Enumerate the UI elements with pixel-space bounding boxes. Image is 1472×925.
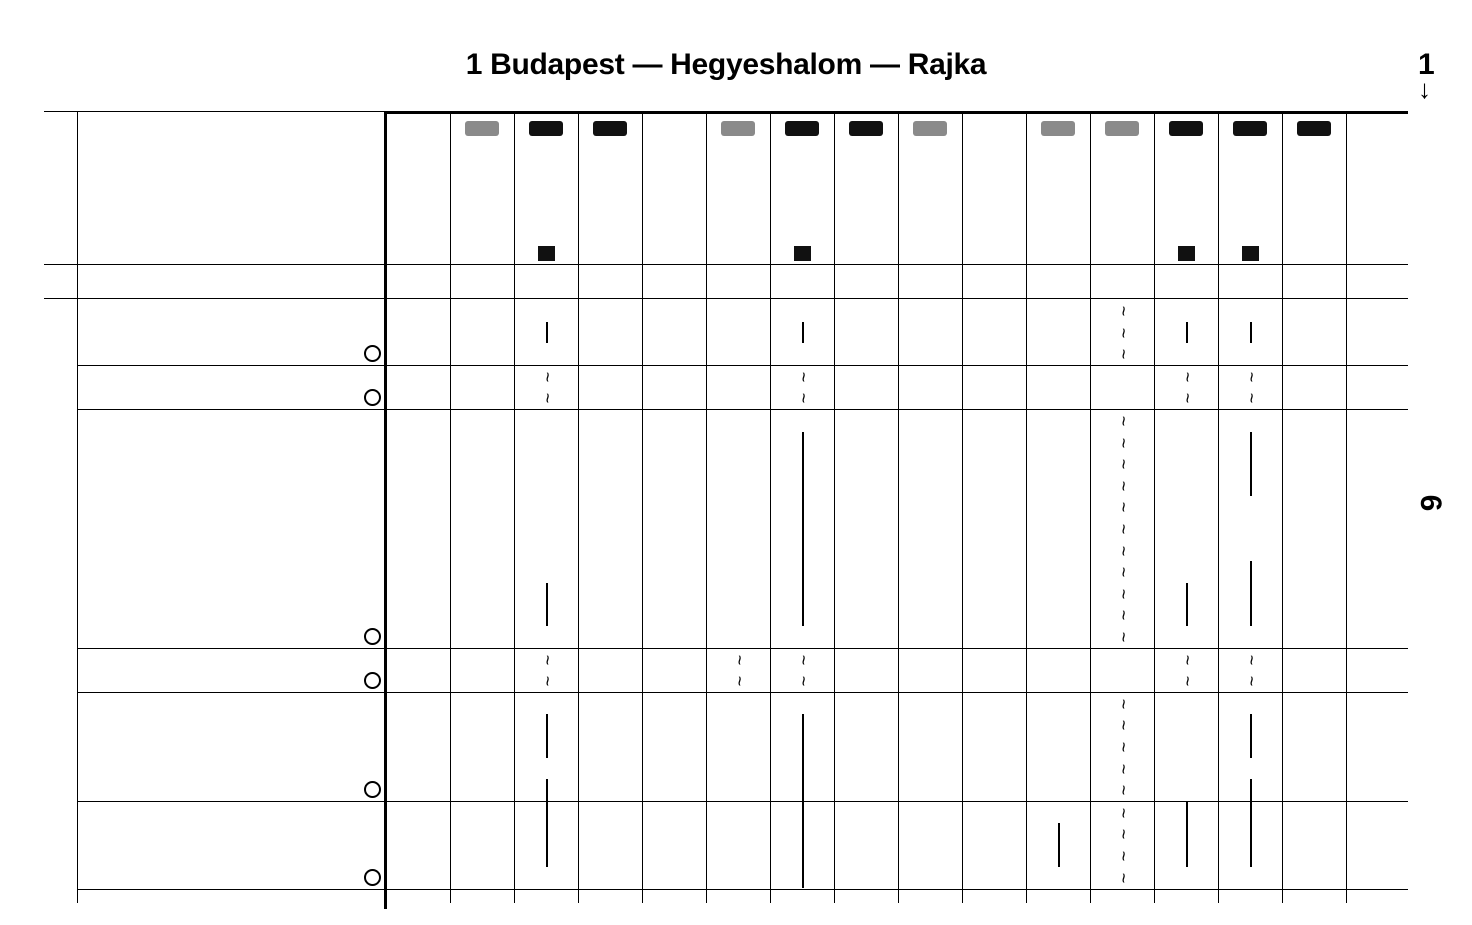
skip-wave-icon: ~ [537,675,558,687]
skip-wave-icon: ~ [1113,458,1134,470]
pass-through-line [1250,561,1252,583]
skip-wave-icon: ~ [1241,371,1262,383]
pass-through-line [546,604,548,626]
pass-through-line [802,779,804,801]
skip-wave-icon: ~ [793,654,814,665]
pass-through-line [1250,823,1252,845]
pass-through-line [546,322,548,344]
pass-through-line [802,867,804,889]
pass-through-line [1250,736,1252,758]
train-note-box [538,246,555,261]
skip-wave-icon: ~ [537,393,558,404]
pass-through-line [1250,453,1252,475]
direction-arrow-icon: ↓ [1418,74,1431,104]
pass-through-line [546,583,548,605]
pass-through-line [802,736,804,758]
skip-wave-icon: ~ [537,654,558,665]
skip-wave-icon: ~ [1241,675,1262,687]
pass-through-line [1250,714,1252,736]
pass-through-line [1058,823,1060,845]
skip-wave-icon: ~ [1113,437,1134,448]
section-divider [77,648,1408,649]
skip-wave-icon: ~ [1177,393,1198,404]
skip-wave-icon: ~ [1241,654,1262,665]
pass-through-line [546,845,548,867]
skip-wave-icon: ~ [1177,371,1198,383]
column-number-divider [77,889,1408,890]
station-circle-icon [364,389,381,406]
skip-wave-icon: ~ [1113,588,1134,600]
skip-wave-icon: ~ [1113,872,1134,883]
skip-wave-icon: ~ [1113,327,1134,338]
header-divider [44,264,1408,265]
pass-through-line [546,736,548,758]
pass-through-line [802,518,804,540]
train-category-badge [1297,121,1331,136]
skip-wave-icon: ~ [1177,675,1198,687]
pass-through-line [802,845,804,867]
km-column-divider [77,111,78,903]
skip-wave-icon: ~ [1113,720,1134,731]
column-divider [834,114,835,903]
skip-wave-icon: ~ [1113,763,1134,774]
pass-through-line [802,475,804,497]
train-category-badge [593,121,627,136]
skip-wave-icon: ~ [793,393,814,404]
train-category-badge [785,121,819,136]
station-circle-icon [364,628,381,645]
pass-through-line [802,453,804,475]
pass-through-line [1250,845,1252,867]
pass-through-line [1250,583,1252,605]
skip-wave-icon: ~ [1113,784,1134,796]
skip-wave-icon: ~ [1113,545,1134,556]
page-title: 1 Budapest — Hegyeshalom — Rajka [465,48,987,81]
column-divider [1154,114,1155,903]
column-divider [706,114,707,903]
section-divider [77,801,1408,802]
station-circle-icon [364,781,381,798]
station-circle-icon [364,869,381,886]
pass-through-line [802,758,804,780]
skip-wave-icon: ~ [1113,566,1134,578]
train-category-badge [1233,121,1267,136]
pass-through-line [1250,604,1252,626]
skip-wave-icon: ~ [1113,807,1134,819]
pass-through-line [1186,802,1188,824]
pass-through-line [546,714,548,736]
pass-through-line [546,823,548,845]
skip-wave-icon: ~ [1113,829,1134,840]
skip-wave-icon: ~ [1241,393,1262,404]
skip-wave-icon: ~ [793,675,814,687]
skip-wave-icon: ~ [1113,480,1134,492]
skip-wave-icon: ~ [729,654,750,665]
column-divider [770,114,771,903]
train-category-badge [913,121,947,136]
line-number: 1 [1418,48,1435,81]
pass-through-line [546,779,548,801]
pass-through-line [1250,802,1252,824]
train-category-badge [1041,121,1075,136]
column-divider [450,114,451,903]
table-top-rule [44,111,385,112]
pass-through-line [802,561,804,583]
pass-through-line [1186,604,1188,626]
pass-through-line [1250,322,1252,344]
section-divider [77,409,1408,410]
column-divider [1090,114,1091,903]
train-note-box [1178,246,1195,261]
section-divider [77,365,1408,366]
skip-wave-icon: ~ [1113,741,1134,753]
pass-through-line [1250,779,1252,801]
pass-through-line [802,496,804,518]
pass-through-line [802,823,804,845]
column-divider [1282,114,1283,903]
pass-through-line [802,322,804,344]
skip-wave-icon: ~ [1113,502,1134,513]
skip-wave-icon: ~ [1113,610,1134,621]
column-divider [898,114,899,903]
skip-wave-icon: ~ [537,371,558,383]
pass-through-line [802,802,804,824]
skip-wave-icon: ~ [729,675,750,687]
train-category-badge [1105,121,1139,136]
skip-wave-icon: ~ [1113,698,1134,710]
column-divider [1218,114,1219,903]
pass-through-line [802,604,804,626]
skip-wave-icon: ~ [1113,348,1134,360]
column-divider [1346,114,1347,903]
skip-wave-icon: ~ [1113,631,1134,643]
pass-through-line [546,802,548,824]
pass-through-line [802,583,804,605]
train-category-badge [721,121,755,136]
pass-through-line [802,432,804,454]
train-category-badge [529,121,563,136]
pass-through-line [1250,475,1252,497]
pass-through-line [802,540,804,562]
train-note-box [794,246,811,261]
column-divider [962,114,963,903]
pass-through-line [1250,432,1252,454]
column-divider [514,114,515,903]
station-circle-icon [364,672,381,689]
pass-through-line [1186,823,1188,845]
pass-through-line [1058,845,1060,867]
pass-through-line [802,714,804,736]
skip-wave-icon: ~ [1177,654,1198,665]
pass-through-line [1186,845,1188,867]
train-category-badge [1169,121,1203,136]
pass-through-line [1186,322,1188,344]
station-column-divider [384,111,387,909]
skip-wave-icon: ~ [1113,850,1134,862]
origin-divider [44,298,1408,299]
skip-wave-icon: ~ [1113,305,1134,317]
train-category-badge [465,121,499,136]
column-divider [1026,114,1027,903]
side-page-number: 6 [1414,494,1447,512]
section-divider [77,692,1408,693]
skip-wave-icon: ~ [1113,415,1134,427]
skip-wave-icon: ~ [793,371,814,383]
table-top-rule-thick [384,111,1408,114]
column-divider [578,114,579,903]
skip-wave-icon: ~ [1113,523,1134,535]
train-category-badge [849,121,883,136]
station-circle-icon [364,345,381,362]
train-note-box [1242,246,1259,261]
pass-through-line [1186,583,1188,605]
column-divider [642,114,643,903]
